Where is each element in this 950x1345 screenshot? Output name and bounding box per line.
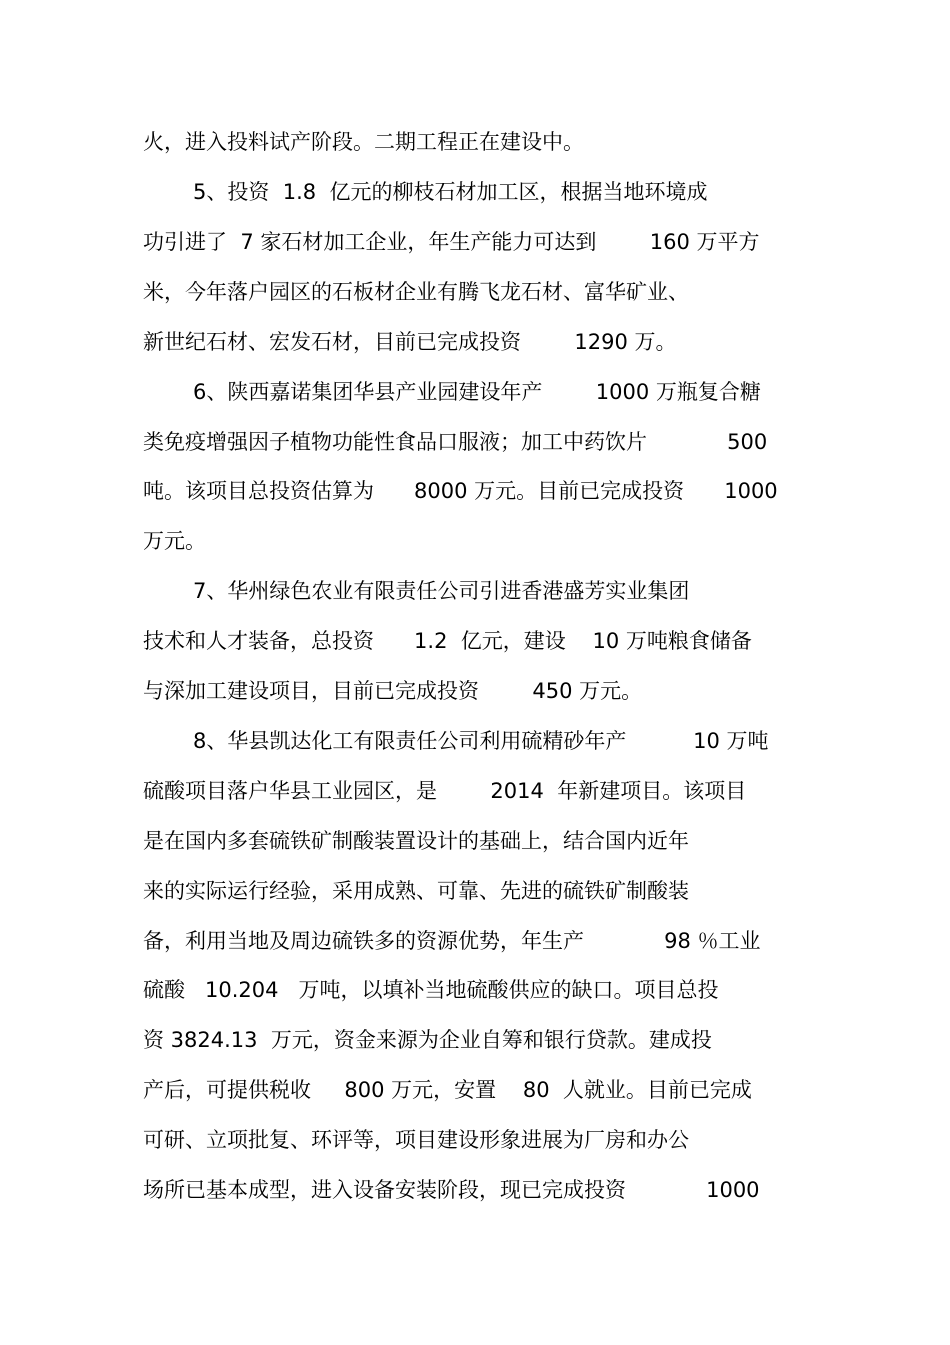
text-line: 万元。 [143,529,206,553]
text-line: 火，进入投料试产阶段。二期工程正在建设中。 [143,130,584,154]
text-line: 来的实际运行经验，采用成熟、可靠、先进的硫铁矿制酸装 [143,879,689,903]
text-line: 备，利用当地及周边硫铁多的资源优势，年生产 98 ％工业 [143,929,761,953]
text-line: 新世纪石材、宏发石材，目前已完成投资 1290 万。 [143,330,677,354]
text-line: 与深加工建设项目，目前已完成投资 450 万元。 [143,679,643,703]
text-line: 产后，可提供税收 800 万元，安置 80 人就业。目前已完成 [143,1078,752,1102]
text-line: 技术和人才装备，总投资 1.2 亿元，建设 10 万吨粮食储备 [143,629,752,653]
text-line: 是在国内多套硫铁矿制酸装置设计的基础上，结合国内近年 [143,829,689,853]
text-line: 功引进了 7 家石材加工企业，年生产能力可达到 160 万平方 [143,230,760,254]
text-line: 米，今年落户园区的石板材企业有腾飞龙石材、富华矿业、 [143,280,689,304]
text-line: 可研、立项批复、环评等，项目建设形象进展为厂房和办公 [143,1128,689,1152]
text-line: 7、华州绿色农业有限责任公司引进香港盛芳实业集团 [193,579,690,603]
text-line: 场所已基本成型，进入设备安装阶段，现已完成投资 1000 [143,1178,760,1202]
text-line: 吨。该项目总投资估算为 8000 万元。目前已完成投资 1000 [143,479,778,503]
text-line: 5、投资 1.8 亿元的柳枝石材加工区，根据当地环境成 [193,180,708,204]
text-line: 8、华县凯达化工有限责任公司利用硫精砂年产 10 万吨 [193,729,769,753]
text-line: 硫酸 10.204 万吨，以填补当地硫酸供应的缺口。项目总投 [143,978,719,1002]
text-line: 资 3824.13 万元，资金来源为企业自筹和银行贷款。建成投 [143,1028,712,1052]
text-line: 6、陕西嘉诺集团华县产业园建设年产 1000 万瓶复合糖 [193,380,761,404]
text-line: 硫酸项目落户华县工业园区，是 2014 年新建项目。该项目 [143,779,747,803]
text-line: 类免疫增强因子植物功能性食品口服液；加工中药饮片 500 [143,430,768,454]
